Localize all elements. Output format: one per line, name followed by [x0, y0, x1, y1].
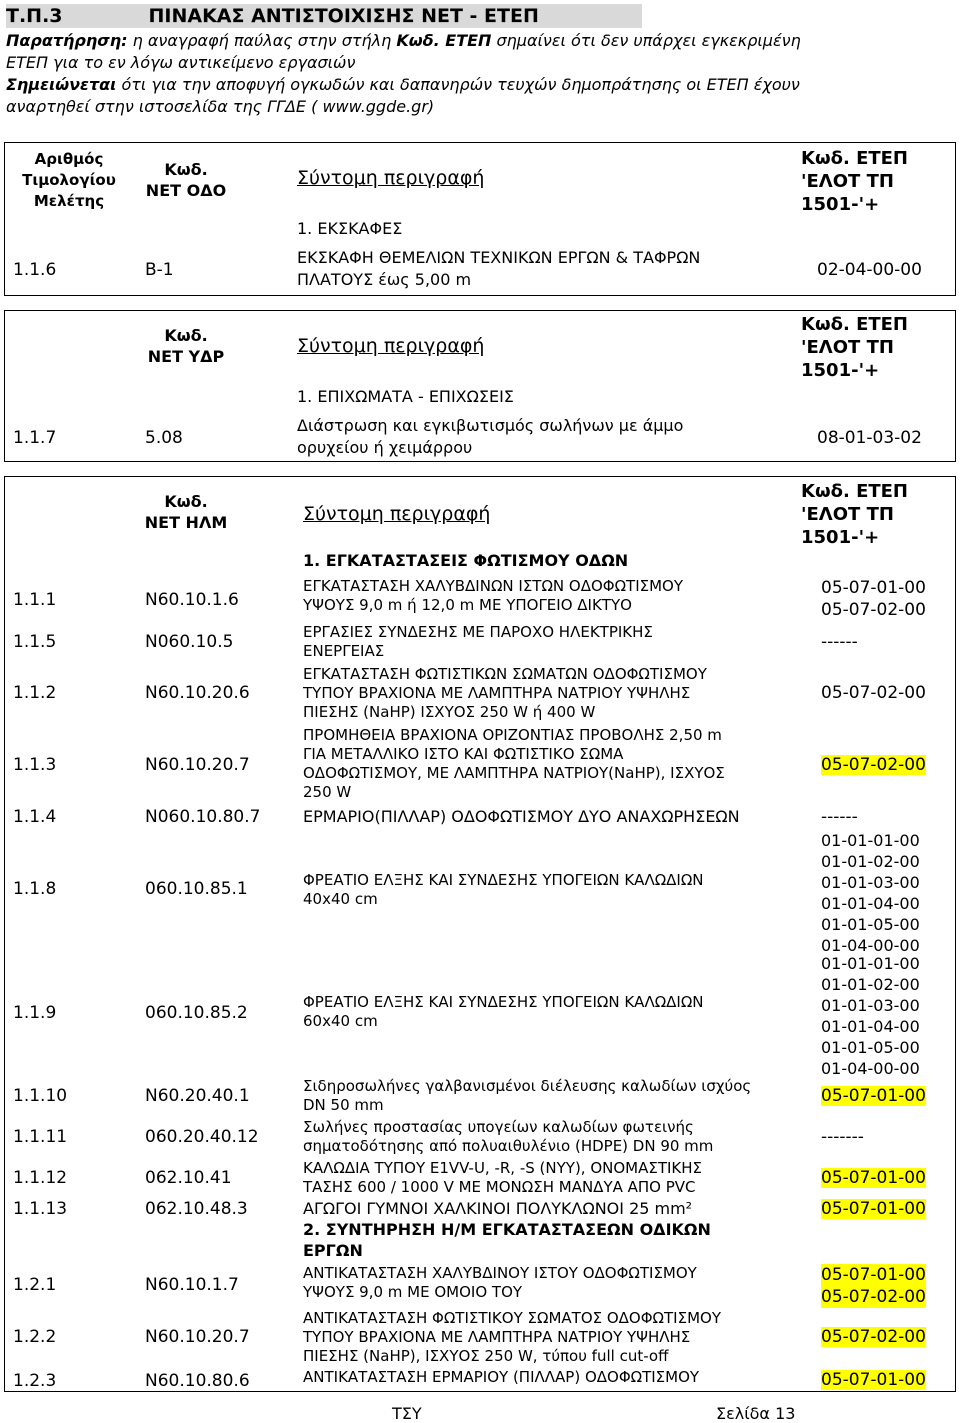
note-line-4: αναρτηθεί στην ιστοσελίδα της ΓΓΔΕ ( www.ggde.gr) [6, 97, 435, 116]
row-net-code: 060.20.40.12 [145, 1127, 259, 1147]
col-header-number: Αριθμός Τιμολογίου Μελέτης [22, 150, 116, 210]
row-description: ΕΓΚΑΤΑΣΤΑΣΗ ΧΑΛΥΒΔΙΝΩΝ ΙΣΤΩΝ ΟΔΟΦΩΤΙΣΜΟΥ ΥΨΟΥΣ 9,0 m ή 12,0 m ΜΕ ΥΠΟΓΕΙΟ ΔΙΚΤΥΟ [303, 577, 684, 614]
row-net-code: Ν60.10.80.6 [145, 1371, 250, 1391]
group-title: 1. ΕΠΙΧΩΜΑΤΑ - ΕΠΙΧΩΣΕΙΣ [297, 387, 514, 406]
col-header-description: Σύντομη περιγραφή [297, 335, 485, 357]
row-net-code: 060.10.85.2 [145, 1003, 248, 1023]
row-etep-code: 05-07-01-00 [821, 1199, 926, 1219]
row-description: ΑΝΤΙΚΑΤΑΣΤΑΣΗ ΦΩΤΙΣΤΙΚΟΥ ΣΩΜΑΤΟΣ ΟΔΟΦΩΤΙΣΜΟΥ ΤΥΠΟΥ ΒΡΑΧΙΟΝΑ ΜΕ ΛΑΜΠΤΗΡΑ ΝΑΤΡΙΟΥ ΥΨΗΛΗΣ ΠΙΕΣΗΣ (NaHP), ΙΣΧΥΟΣ 250 W, τύπου full cut-off [303, 1309, 721, 1365]
row-net-code: Ν60.10.20.6 [145, 683, 250, 703]
footer-page-number: Σελίδα 13 [716, 1404, 796, 1423]
row-description: ΕΚΣΚΑΦΗ ΘΕΜΕΛΙΩΝ ΤΕΧΝΙΚΩΝ ΕΡΓΩΝ & ΤΑΦΡΩΝ ΠΛΑΤΟΥΣ έως 5,00 m [297, 248, 701, 289]
row-etep-code: 05-07-01-00 [821, 1168, 926, 1188]
row-description: ΦΡΕΑΤΙΟ ΕΛΞΗΣ ΚΑΙ ΣΥΝΔΕΣΗΣ ΥΠΟΓΕΙΩΝ ΚΑΛΩΔΙΩΝ 60x40 cm [303, 993, 704, 1030]
row-number: 1.2.2 [13, 1327, 57, 1347]
row-etep-code: 05-07-01-00 05-07-02-00 [821, 1265, 926, 1307]
row-description: ΑΝΤΙΚΑΤΑΣΤΑΣΗ ΧΑΛΥΒΔΙΝΟΥ ΙΣΤΟΥ ΟΔΟΦΩΤΙΣΜΟΥ ΥΨΟΥΣ 9,0 m ΜΕ ΟΜΟΙΟ ΤΟΥ [303, 1264, 697, 1301]
row-number: 1.2.1 [13, 1275, 57, 1295]
row-description: ΚΑΛΩΔΙΑ ΤΥΠΟΥ E1VV-U, -R, -S (NYY), ΟΝΟΜΑΣΤΙΚΗΣ ΤΑΣΗΣ 600 / 1000 V ΜΕ ΜΟΝΩΣΗ ΜΑΝΔΥΑ ΑΠΟ PVC [303, 1159, 703, 1196]
row-net-code: Ν60.10.20.7 [145, 755, 250, 775]
col-header-etep: Κωδ. ΕΤΕΠ 'ΕΛΟΤ ΤΠ 1501-'+ [801, 148, 908, 215]
row-etep-code: 05-07-02-00 [821, 683, 926, 703]
row-net-code: Ν60.10.20.7 [145, 1327, 250, 1347]
row-number: 1.1.2 [13, 683, 57, 703]
group-title: 1. ΕΓΚΑΤΑΣΤΑΣΕΙΣ ΦΩΤΙΣΜΟΥ ΟΔΩΝ [303, 551, 629, 570]
row-description: ΕΡΜΑΡΙΟ(ΠΙΛΛΑΡ) ΟΔΟΦΩΤΙΣΜΟΥ ΔΥΟ ΑΝΑΧΩΡΗΣΕΩΝ [303, 807, 740, 826]
row-etep-code: 05-07-01-00 [821, 1370, 926, 1390]
row-net-code: 060.10.85.1 [145, 879, 248, 899]
row-etep-code: 02-04-00-00 [817, 260, 922, 280]
row-etep-code: 05-07-01-00 05-07-02-00 [821, 578, 926, 620]
table-section-hlm [4, 476, 956, 1392]
row-net-code: 5.08 [145, 428, 183, 448]
row-etep-code: ------- [821, 1127, 864, 1147]
row-net-code: Ν60.10.1.7 [145, 1275, 239, 1295]
row-net-code: Ν060.10.5 [145, 632, 234, 652]
row-net-code: Β-1 [145, 260, 174, 280]
row-number: 1.1.13 [13, 1199, 68, 1219]
col-header-etep: Κωδ. ΕΤΕΠ 'ΕΛΟΤ ΤΠ 1501-'+ [801, 314, 908, 381]
row-number: 1.1.5 [13, 632, 57, 652]
row-number: 1.1.11 [13, 1127, 68, 1147]
row-description: ΕΓΚΑΤΑΣΤΑΣΗ ΦΩΤΙΣΤΙΚΩΝ ΣΩΜΑΤΩΝ ΟΔΟΦΩΤΙΣΜΟΥ ΤΥΠΟΥ ΒΡΑΧΙΟΝΑ ΜΕ ΛΑΜΠΤΗΡΑ ΝΑΤΡΙΟΥ ΥΨΗΛΗΣ ΠΙΕΣΗΣ (NaHP) ΙΣΧΥΟΣ 250 W ή 400 W [303, 665, 707, 721]
row-number: 1.1.7 [13, 428, 57, 448]
row-description: ΑΓΩΓΟΙ ΓΥΜΝΟΙ ΧΑΛΚΙΝΟΙ ΠΟΛΥΚΛΩΝΟΙ 25 mm² [303, 1199, 693, 1218]
row-description: Σιδηροσωλήνες γαλβανισμένοι διέλευσης καλωδίων ισχύος DN 50 mm [303, 1077, 752, 1114]
footer-left: ΤΣΥ [392, 1404, 422, 1423]
row-number: 1.1.1 [13, 590, 57, 610]
col-header-description: Σύντομη περιγραφή [297, 167, 485, 189]
row-etep-code: 08-01-03-02 [817, 428, 922, 448]
row-description: ΑΝΤΙΚΑΤΑΣΤΑΣΗ ΕΡΜΑΡΙΟΥ (ΠΙΛΛΑΡ) ΟΔΟΦΩΤΙΣΜΟΥ [303, 1368, 700, 1386]
note-line-3: Σημειώνεται ότι για την αποφυγή ογκωδών και δαπανηρών τευχών δημοπράτησης οι ΕΤΕΠ έχουν [6, 75, 800, 94]
row-etep-code: 01-01-01-00 01-01-02-00 01-01-03-00 01-01-04-00 01-01-05-00 01-04-00-00 [821, 831, 920, 955]
col-header-net: Κωδ. ΝΕΤ ΥΔΡ [147, 326, 225, 366]
row-etep-code: 05-07-02-00 [821, 755, 926, 775]
col-header-etep: Κωδ. ΕΤΕΠ 'ΕΛΟΤ ΤΠ 1501-'+ [801, 481, 908, 548]
row-description: Διάστρωση και εγκιβωτισμός σωλήνων με άμμο ορυχείου ή χειμάρρου [297, 416, 684, 457]
row-number: 1.1.10 [13, 1086, 68, 1106]
row-net-code: 062.10.48.3 [145, 1199, 248, 1219]
row-etep-code: ------ [821, 807, 858, 827]
row-net-code: 062.10.41 [145, 1168, 232, 1188]
group-title: 1. ΕΚΣΚΑΦΕΣ [297, 219, 403, 238]
row-number: 1.1.3 [13, 755, 57, 775]
row-etep-code: 05-07-01-00 [821, 1086, 926, 1106]
row-number: 1.1.8 [13, 879, 57, 899]
row-description: Σωλήνες προστασίας υπογείων καλωδίων φωτεινής σηματοδότησης από πολυαιθυλένιο (HDPE) DN 90 mm [303, 1118, 714, 1155]
col-header-net: Κωδ. ΝΕΤ ΗΛΜ [144, 492, 228, 532]
row-etep-code: ------ [821, 632, 858, 652]
row-net-code: Ν60.10.1.6 [145, 590, 239, 610]
row-description: ΦΡΕΑΤΙΟ ΕΛΞΗΣ ΚΑΙ ΣΥΝΔΕΣΗΣ ΥΠΟΓΕΙΩΝ ΚΑΛΩΔΙΩΝ 40x40 cm [303, 871, 704, 908]
row-etep-code: 05-07-02-00 [821, 1327, 926, 1347]
col-header-description: Σύντομη περιγραφή [303, 503, 491, 525]
col-header-net: Κωδ. ΝΕΤ ΟΔΟ [145, 160, 227, 200]
row-number: 1.1.12 [13, 1168, 68, 1188]
note-line-1: Παρατήρηση: η αναγραφή παύλας στην στήλη Κωδ. ΕΤΕΠ σημαίνει ότι δεν υπάρχει εγκεκριμένη [6, 31, 801, 50]
row-number: 1.1.6 [13, 260, 57, 280]
row-number: 1.2.3 [13, 1371, 57, 1391]
table-section-odo [4, 142, 956, 296]
page-title: Τ.Π.3 ΠΙΝΑΚΑΣ ΑΝΤΙΣΤΟΙΧΙΣΗΣ ΝΕΤ - ΕΤΕΠ [6, 4, 642, 28]
row-number: 1.1.4 [13, 807, 57, 827]
table-section-ydr [4, 310, 956, 462]
note-line-2: ΕΤΕΠ για το εν λόγω αντικείμενο εργασιών [6, 53, 356, 72]
row-etep-code: 01-01-01-00 01-01-02-00 01-01-03-00 01-01-04-00 01-01-05-00 01-04-00-00 [821, 954, 920, 1078]
row-net-code: Ν060.10.80.7 [145, 807, 261, 827]
row-description: ΠΡΟΜΗΘΕΙΑ ΒΡΑΧΙΟΝΑ ΟΡΙΖΟΝΤΙΑΣ ΠΡΟΒΟΛΗΣ 2,50 m ΓΙΑ ΜΕΤΑΛΛΙΚΟ ΙΣΤΟ ΚΑΙ ΦΩΤΙΣΤΙΚΟ ΣΩΜΑ ΟΔΟΦΩΤΙΣΜΟΥ, ΜΕ ΛΑΜΠΤΗΡΑ ΝΑΤΡΙΟΥ(NaHP), ΙΣΧΥΟΣ 250 W [303, 726, 725, 801]
row-number: 1.1.9 [13, 1003, 57, 1023]
group-title-2: 2. ΣΥΝΤΗΡΗΣΗ Η/Μ ΕΓΚΑΤΑΣΤΑΣΕΩΝ ΟΔΙΚΩΝ ΕΡΓΩΝ [303, 1220, 711, 1260]
row-description: ΕΡΓΑΣΙΕΣ ΣΥΝΔΕΣΗΣ ΜΕ ΠΑΡΟΧΟ ΗΛΕΚΤΡΙΚΗΣ ΕΝΕΡΓΕΙΑΣ [303, 623, 653, 660]
row-net-code: Ν60.20.40.1 [145, 1086, 250, 1106]
